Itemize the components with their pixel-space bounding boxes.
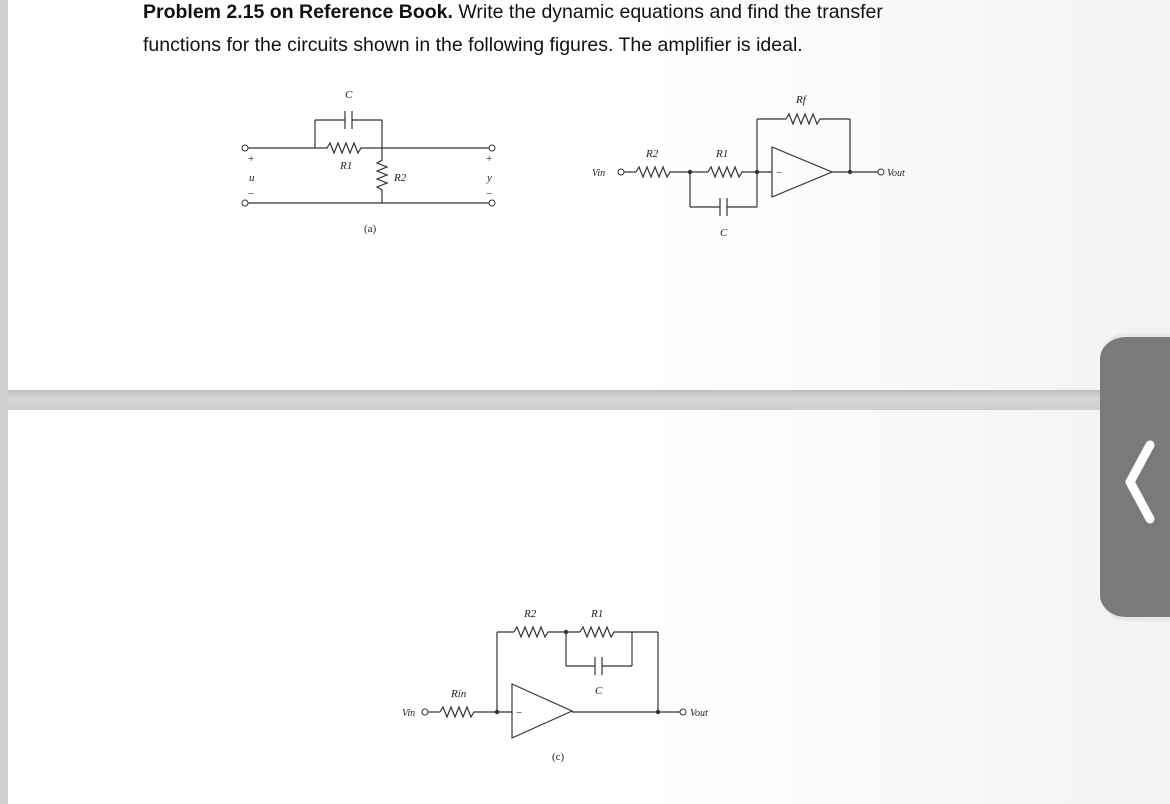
fig-b-r1-label: R1 <box>716 148 729 160</box>
fig-a-cap-label: C <box>345 89 353 101</box>
problem-title: Problem 2.15 on Reference Book. <box>143 1 453 23</box>
fig-a-r1-label: R1 <box>340 160 353 172</box>
fig-c-caption: (c) <box>552 751 565 763</box>
fig-b-r2-label: R2 <box>646 148 659 160</box>
fig-b-opamp-minus: − <box>776 167 783 179</box>
fig-c-r2-label: R2 <box>524 608 537 620</box>
fig-a-caption: (a) <box>364 223 377 235</box>
fig-a-r2-label: R2 <box>394 172 407 184</box>
fig-b-cap-label: C <box>720 227 728 239</box>
previous-page-tab[interactable] <box>1100 333 1170 621</box>
problem-body-line-1: Write the dynamic equations and find the transfer <box>452 1 883 23</box>
fig-b-vout-label: Vout <box>887 168 905 179</box>
fig-a-input-minus: − <box>248 188 255 200</box>
fig-c-vout-label: Vout <box>690 708 708 719</box>
fig-c-vin-label: Vin <box>402 708 416 719</box>
fig-c-rin-label: Rin <box>451 688 467 700</box>
fig-a-output-minus: − <box>486 188 493 200</box>
fig-a-input-label: u <box>249 172 255 184</box>
fig-b-vin-label: Vin <box>592 168 606 179</box>
fig-c-cap-label: C <box>595 685 603 697</box>
fig-a-output-label: y <box>487 172 492 184</box>
problem-body-line-2: functions for the circuits shown in the following figures. The amplifier is ideal. <box>143 34 803 56</box>
fig-a-output-plus: + <box>486 153 493 165</box>
fig-a-input-plus: + <box>248 153 255 165</box>
fig-c-opamp-minus: − <box>516 707 523 719</box>
fig-c-r1-label: R1 <box>591 608 604 620</box>
chevron-left-icon <box>1120 437 1160 527</box>
fig-b-rf-label: Rf <box>796 94 806 106</box>
